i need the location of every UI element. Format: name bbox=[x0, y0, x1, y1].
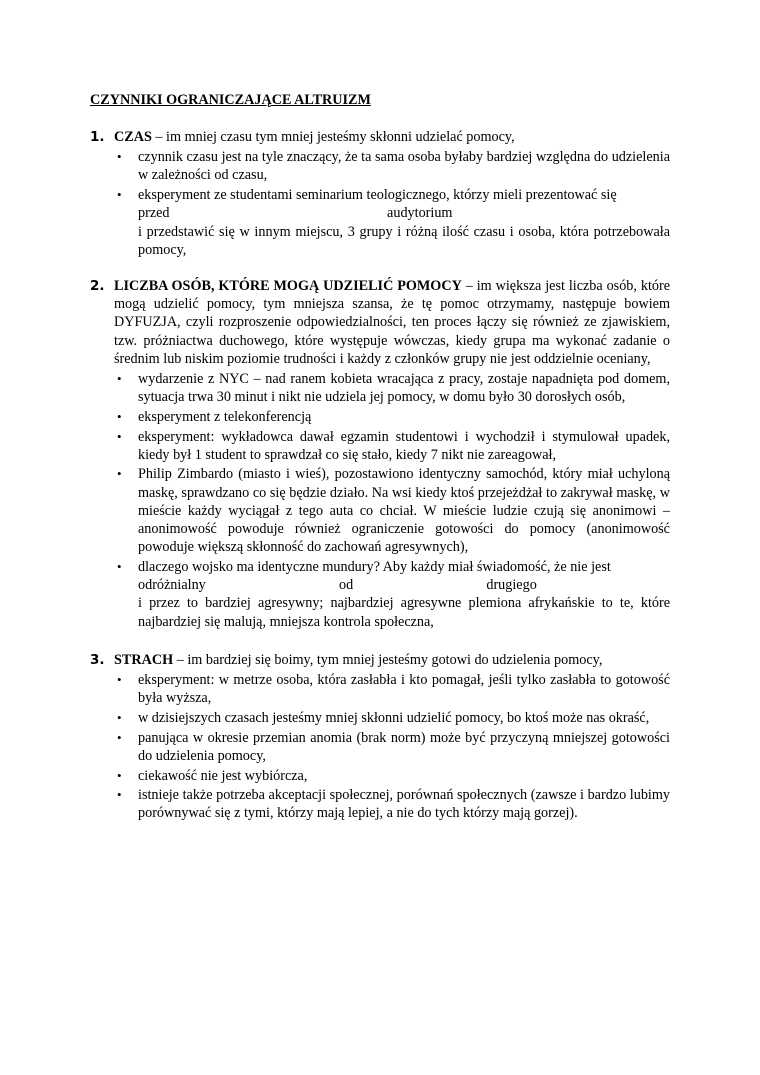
list-item bbox=[114, 148, 670, 184]
section-intro-text: – im większa jest liczba osób, które mogą udzielić pomocy, tym mniejsza szansa, że tę pomoc otrzymamy, następuje bowiem DYFUZJA, czyli rozproszenie odpowiedzialności, ten proces łączy się również ze zjawiskiem, tzw. próżniactwa duchowego, które występuje wówczas, kiedy grupa ma wykonać zadanie o średnim lub niskim poziomie trudności i każdy z członków grupy nie jest oddzielnie oceniany, bbox=[114, 277, 670, 367]
section-intro bbox=[114, 277, 670, 368]
document-page bbox=[90, 90, 670, 824]
spread-word: odróżnialny bbox=[138, 577, 206, 594]
list-item bbox=[114, 186, 670, 259]
spread-word: audytorium bbox=[387, 205, 453, 222]
list-item-text: eksperyment: wykładowca dawał egzamin studentowi i wychodził i stymulował upadek, kiedy był 1 student to sprawdzał co się stało, kiedy 7 nikt nie zareagował, bbox=[138, 428, 670, 463]
list-item bbox=[114, 767, 670, 785]
bullet-icon: • bbox=[117, 671, 122, 687]
bullet-icon: • bbox=[117, 767, 122, 783]
section-liczba-osob bbox=[90, 277, 670, 631]
list-item-text: eksperyment: w metrze osoba, która zasłabła i kto pomagał, jeśli tylko zasłabła to gotowość była wyższa, bbox=[138, 671, 670, 707]
section-czas bbox=[90, 128, 670, 259]
section-heading: STRACH bbox=[114, 651, 174, 668]
list-item-text: dlaczego wojsko ma identyczne mundury? Aby każdy miał świadomość, że nie jest bbox=[138, 558, 611, 575]
list-item-text: Philip Zimbardo (miasto i wieś), pozostawiono identyczny samochód, który miał uchyloną maskę, sprawdzano co się będzie działo. Na wsi kiedy ktoś przejeżdżał to zakrywał maskę, w mieście każdy wyciągał z tego auta co chciał. W mieście ludzie czują się anonimowi – anonimowość powoduje również ograniczenie gotowości do pomocy (anonimowość powoduje większą skłonność do zachowań agresywnych), bbox=[138, 466, 670, 556]
list-item bbox=[114, 428, 670, 464]
list-item-text: panująca w okresie przemian anomia (brak norm) może być przyczyną mniejszej gotowości do udzielenia pomocy, bbox=[138, 729, 670, 764]
bullet-icon: • bbox=[117, 187, 122, 203]
list-item-text: w dzisiejszych czasach jesteśmy mniej skłonni udzielić pomocy, bo ktoś może nas okraść, bbox=[138, 709, 650, 726]
section-intro bbox=[114, 128, 670, 146]
list-item-text: eksperyment ze studentami seminarium teologicznego, którzy mieli prezentować się bbox=[138, 187, 617, 204]
section-number: 2. bbox=[90, 277, 105, 294]
list-item bbox=[114, 786, 670, 822]
list-item-text: wydarzenie z NYC – nad ranem kobieta wracająca z pracy, zostaje napadnięta pod domem, sytuacja trwa 30 minut i nikt nie udziela jej pomocy, w domu było 30 dorosłych osób, bbox=[138, 370, 670, 406]
section-intro bbox=[114, 651, 670, 669]
spread-word: przed bbox=[138, 205, 170, 222]
spread-word: drugiego bbox=[486, 577, 537, 594]
bullet-icon: • bbox=[117, 428, 122, 444]
bullet-icon: • bbox=[117, 709, 122, 725]
list-item bbox=[114, 729, 670, 765]
list-item-text: ciekawość nie jest wybiórcza, bbox=[138, 767, 308, 784]
list-item bbox=[114, 465, 670, 556]
list-item-text: istnieje także potrzeba akceptacji społecznej, porównań społecznych (zawsze i bardzo lubimy porównywać się z tymi, którzy mają lepiej, a nie do tych którzy mają gorzej). bbox=[138, 787, 670, 822]
list-item bbox=[114, 709, 670, 727]
list-item bbox=[114, 671, 670, 707]
section-number: 3. bbox=[90, 651, 105, 668]
list-item-text: i przez to bardziej agresywny; najbardziej agresywne plemiona afrykańskie to te, które najbardziej się malują, mniejsza kontrola społeczna, bbox=[138, 595, 670, 630]
section-strach bbox=[90, 651, 670, 823]
section-intro-text: – im bardziej się boimy, tym mniej jesteśmy gotowi do udzielenia pomocy, bbox=[173, 651, 603, 668]
bullet-icon: • bbox=[117, 370, 122, 386]
spread-line bbox=[138, 204, 670, 222]
list-item bbox=[114, 370, 670, 406]
list-item bbox=[114, 408, 670, 426]
list-item bbox=[114, 558, 670, 631]
section-intro-text: – im mniej czasu tym mniej jesteśmy skłonni udzielać pomocy, bbox=[151, 129, 515, 145]
list-item-text: czynnik czasu jest na tyle znaczący, że ta sama osoba byłaby bardziej względna do udzielenia w zależności od czasu, bbox=[138, 149, 670, 184]
list-item-text: eksperyment z telekonferencją bbox=[138, 408, 312, 425]
bullet-icon: • bbox=[117, 408, 122, 424]
bullet-icon: • bbox=[117, 729, 122, 745]
spread-line bbox=[138, 576, 670, 594]
list-item-text: i przedstawić się w innym miejscu, 3 grupy i różną ilość czasu i osoba, która potrzebowała pomocy, bbox=[138, 223, 670, 258]
bullet-icon: • bbox=[117, 466, 122, 482]
section-heading: CZAS bbox=[114, 129, 152, 145]
section-heading: LICZBA OSÓB, KTÓRE MOGĄ UDZIELIĆ POMOCY bbox=[114, 277, 462, 294]
bullet-icon: • bbox=[117, 787, 122, 803]
document-title: CZYNNIKI OGRANICZAJĄCE ALTRUIZM bbox=[90, 92, 371, 108]
bullet-list bbox=[114, 671, 670, 823]
bullet-list bbox=[114, 148, 670, 259]
bullet-list bbox=[114, 370, 670, 631]
section-number: 1. bbox=[90, 129, 105, 145]
spread-word: od bbox=[338, 577, 354, 594]
bullet-icon: • bbox=[117, 149, 122, 165]
bullet-icon: • bbox=[117, 558, 122, 574]
